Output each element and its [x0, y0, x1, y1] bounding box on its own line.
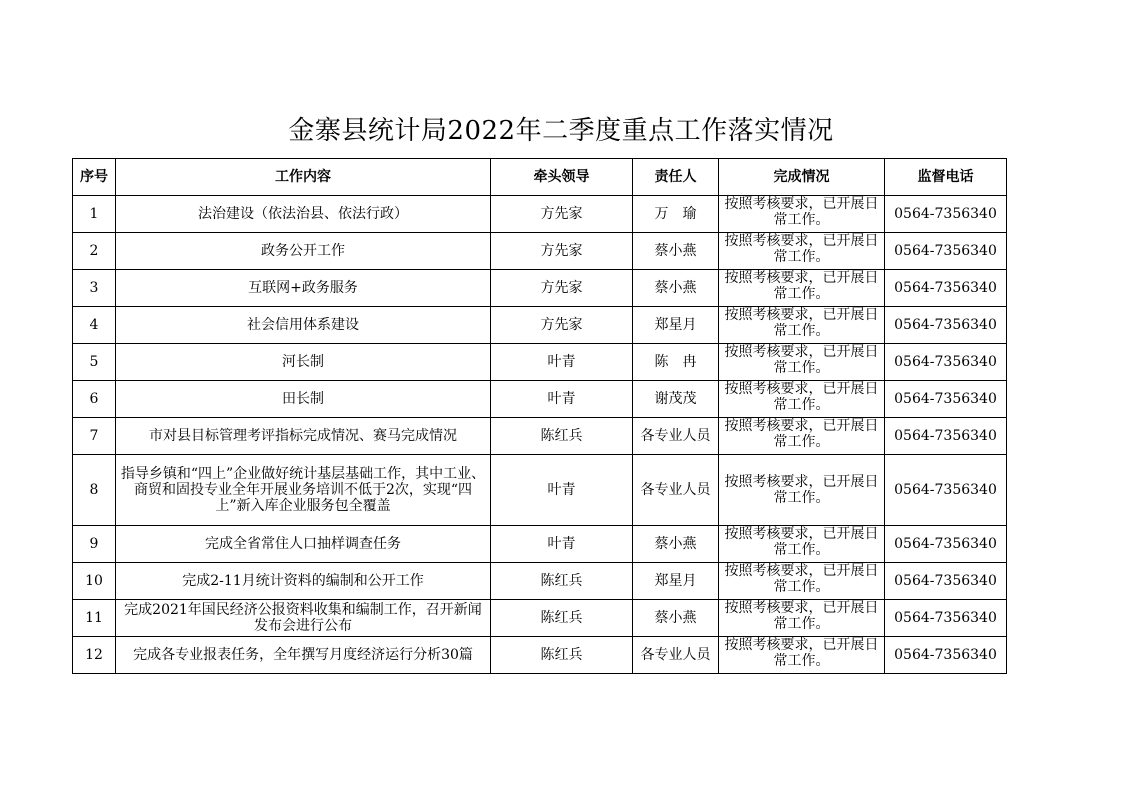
- cell-status: [719, 418, 885, 455]
- cell-leader: 陈红兵: [491, 563, 633, 600]
- cell-phone: 0564-7356340: [885, 381, 1007, 418]
- status-text: 按照考核要求，已开展日常工作。: [724, 381, 879, 413]
- cell-leader: 方先家: [491, 307, 633, 344]
- cell-leader: 叶青: [491, 455, 633, 526]
- cell-status: [719, 637, 885, 674]
- cell-no: 7: [73, 418, 116, 455]
- cell-content: 互联网+政务服务: [116, 270, 491, 307]
- cell-phone: 0564-7356340: [885, 526, 1007, 563]
- status-text: 按照考核要求，已开展日常工作。: [724, 233, 879, 265]
- cell-leader: 叶青: [491, 344, 633, 381]
- cell-status: [719, 233, 885, 270]
- table-row: [73, 600, 1007, 637]
- cell-content: 完成2-11月统计资料的编制和公开工作: [116, 563, 491, 600]
- cell-leader: 方先家: [491, 270, 633, 307]
- cell-phone: 0564-7356340: [885, 270, 1007, 307]
- cell-person: 各专业人员: [633, 418, 719, 455]
- cell-leader: 叶青: [491, 381, 633, 418]
- cell-person: 蔡小燕: [633, 526, 719, 563]
- cell-no: 4: [73, 307, 116, 344]
- table-row: [73, 344, 1007, 381]
- table-row: [73, 233, 1007, 270]
- status-text: 按照考核要求，已开展日常工作。: [724, 196, 879, 228]
- cell-content: 市对县目标管理考评指标完成情况、赛马完成情况: [116, 418, 491, 455]
- table-row: [73, 455, 1007, 526]
- cell-no: 10: [73, 563, 116, 600]
- status-text: 按照考核要求，已开展日常工作。: [724, 474, 879, 506]
- cell-no: 5: [73, 344, 116, 381]
- table-row: [73, 270, 1007, 307]
- cell-phone: 0564-7356340: [885, 637, 1007, 674]
- cell-person: 郑星月: [633, 563, 719, 600]
- page-title: 金寨县统计局2022年二季度重点工作落实情况: [288, 116, 834, 146]
- cell-status: [719, 526, 885, 563]
- header-content: 工作内容: [116, 159, 491, 196]
- cell-status: [719, 600, 885, 637]
- cell-status: [719, 344, 885, 381]
- header-row: [73, 159, 1007, 196]
- cell-phone: 0564-7356340: [885, 600, 1007, 637]
- status-text: 按照考核要求，已开展日常工作。: [724, 563, 879, 595]
- cell-person: 蔡小燕: [633, 600, 719, 637]
- cell-person: 各专业人员: [633, 637, 719, 674]
- cell-content: 法治建设（依法治县、依法行政）: [116, 196, 491, 233]
- cell-content: 河长制: [116, 344, 491, 381]
- status-text: 按照考核要求，已开展日常工作。: [724, 526, 879, 558]
- cell-phone: 0564-7356340: [885, 196, 1007, 233]
- table-row: [73, 418, 1007, 455]
- cell-content: 社会信用体系建设: [116, 307, 491, 344]
- cell-phone: 0564-7356340: [885, 307, 1007, 344]
- cell-content: 指导乡镇和“四上”企业做好统计基层基础工作，其中工业、商贸和固投专业全年开展业务培训不低于2次，实现“四上”新入库企业服务包全覆盖: [116, 455, 491, 526]
- cell-no: 6: [73, 381, 116, 418]
- cell-person: 蔡小燕: [633, 270, 719, 307]
- cell-phone: 0564-7356340: [885, 563, 1007, 600]
- cell-no: 12: [73, 637, 116, 674]
- cell-leader: 方先家: [491, 196, 633, 233]
- header-status: 完成情况: [719, 159, 885, 196]
- table-row: [73, 307, 1007, 344]
- status-text: 按照考核要求，已开展日常工作。: [724, 307, 879, 339]
- cell-no: 11: [73, 600, 116, 637]
- cell-person: 郑星月: [633, 307, 719, 344]
- cell-leader: 陈红兵: [491, 600, 633, 637]
- table-row: [73, 381, 1007, 418]
- table-row: [73, 196, 1007, 233]
- header-no: 序号: [73, 159, 116, 196]
- cell-leader: 陈红兵: [491, 637, 633, 674]
- cell-status: [719, 270, 885, 307]
- cell-person: 蔡小燕: [633, 233, 719, 270]
- cell-person: 万 瑜: [633, 196, 719, 233]
- table-row: [73, 637, 1007, 674]
- status-text: 按照考核要求，已开展日常工作。: [724, 344, 879, 376]
- cell-status: [719, 381, 885, 418]
- cell-no: 1: [73, 196, 116, 233]
- status-text: 按照考核要求，已开展日常工作。: [724, 270, 879, 302]
- status-text: 按照考核要求，已开展日常工作。: [724, 418, 879, 450]
- table-row: [73, 563, 1007, 600]
- cell-content: 完成2021年国民经济公报资料收集和编制工作，召开新闻发布会进行公布: [116, 600, 491, 637]
- cell-leader: 叶青: [491, 526, 633, 563]
- cell-phone: 0564-7356340: [885, 455, 1007, 526]
- cell-no: 2: [73, 233, 116, 270]
- cell-person: 各专业人员: [633, 455, 719, 526]
- cell-leader: 方先家: [491, 233, 633, 270]
- cell-no: 9: [73, 526, 116, 563]
- cell-status: [719, 455, 885, 526]
- cell-status: [719, 196, 885, 233]
- cell-content: 完成全省常住人口抽样调查任务: [116, 526, 491, 563]
- status-text: 按照考核要求，已开展日常工作。: [724, 637, 879, 669]
- cell-status: [719, 307, 885, 344]
- cell-no: 8: [73, 455, 116, 526]
- cell-content: 田长制: [116, 381, 491, 418]
- cell-person: 谢茂茂: [633, 381, 719, 418]
- work-table: [72, 158, 1007, 674]
- cell-phone: 0564-7356340: [885, 344, 1007, 381]
- cell-phone: 0564-7356340: [885, 418, 1007, 455]
- header-leader: 牵头领导: [491, 159, 633, 196]
- cell-content: 政务公开工作: [116, 233, 491, 270]
- cell-no: 3: [73, 270, 116, 307]
- cell-phone: 0564-7356340: [885, 233, 1007, 270]
- cell-status: [719, 563, 885, 600]
- status-text: 按照考核要求，已开展日常工作。: [724, 600, 879, 632]
- header-phone: 监督电话: [885, 159, 1007, 196]
- cell-content: 完成各专业报表任务，全年撰写月度经济运行分析30篇: [116, 637, 491, 674]
- table-row: [73, 526, 1007, 563]
- cell-person: 陈 冉: [633, 344, 719, 381]
- header-person: 责任人: [633, 159, 719, 196]
- cell-leader: 陈红兵: [491, 418, 633, 455]
